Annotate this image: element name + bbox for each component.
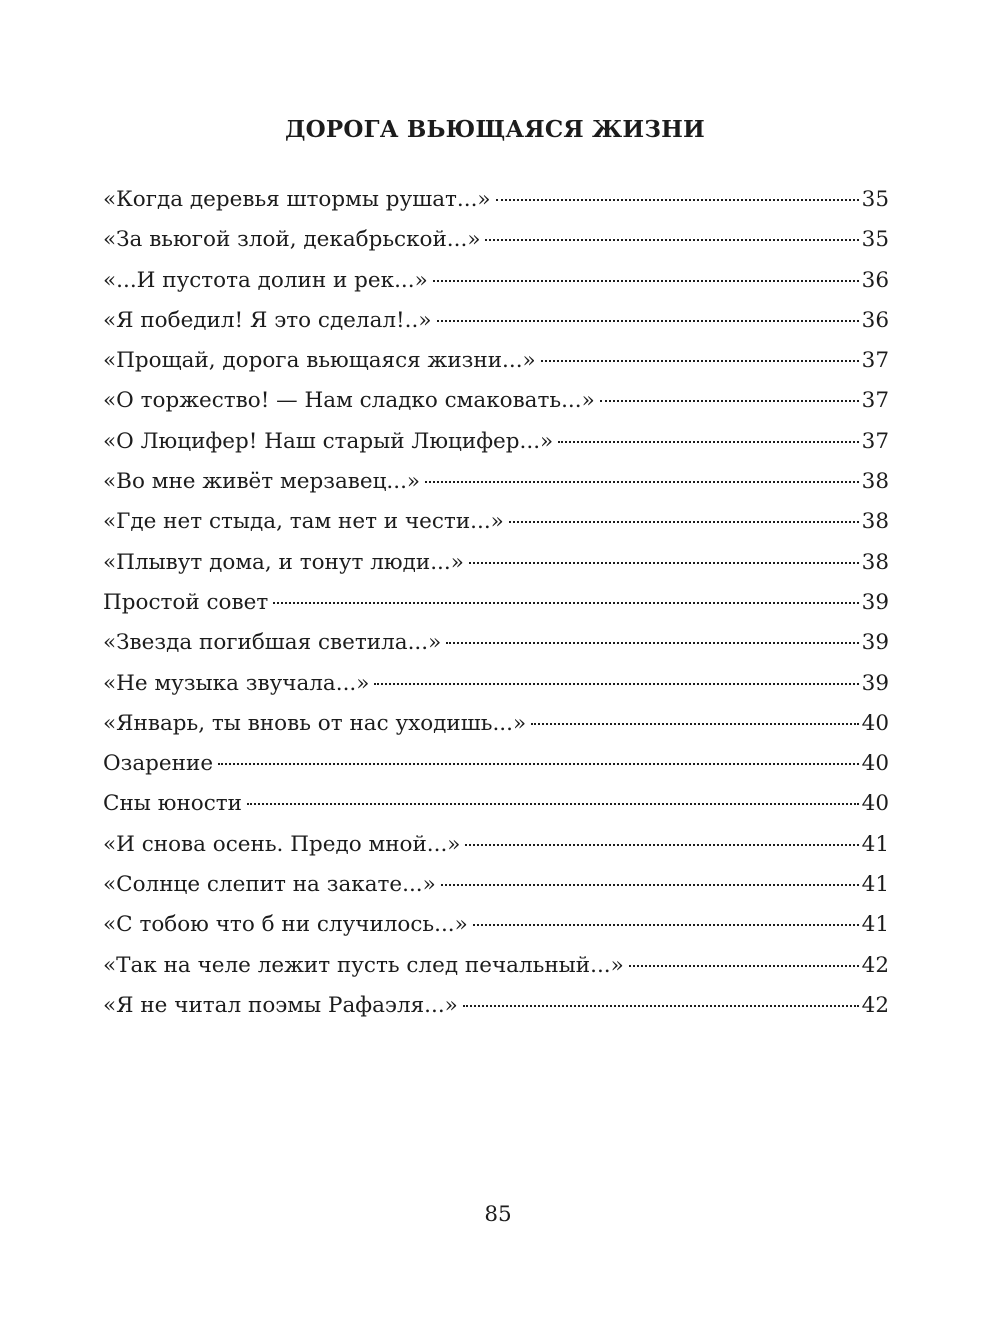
dot-leader	[600, 399, 859, 402]
dot-leader	[273, 601, 858, 604]
toc-entry	[103, 865, 889, 905]
toc-entry-title: «О торжество! — Нам сладко смаковать...»	[103, 388, 595, 414]
toc-entry-title: «О Люцифер! Наш старый Люцифер...»	[103, 428, 554, 454]
toc-entry-title: «Я победил! Я это сделал!..»	[103, 307, 432, 333]
toc-entry-title: «Прощай, дорога вьющаяся жизни...»	[103, 348, 536, 374]
dot-leader	[441, 883, 859, 886]
dot-leader	[433, 279, 859, 282]
toc-entry	[103, 341, 889, 381]
toc-entry-title: Простой совет	[103, 589, 269, 615]
toc-entry-page: 36	[861, 267, 889, 293]
dot-leader	[437, 319, 859, 322]
toc-entry-page: 40	[861, 710, 889, 736]
dot-leader	[496, 198, 859, 201]
toc-entry-page: 40	[861, 791, 889, 817]
dot-leader	[374, 682, 858, 685]
toc-entry-page: 38	[861, 469, 889, 495]
toc-entry-title: «Январь, ты вновь от нас уходишь...»	[103, 710, 527, 736]
toc-entry-page: 37	[861, 428, 889, 454]
toc-entry	[103, 704, 889, 744]
dot-leader	[558, 440, 858, 443]
toc-entry-title: «Не музыка звучала...»	[103, 670, 370, 696]
dot-leader	[473, 923, 859, 926]
toc-entry-page: 37	[861, 348, 889, 374]
toc-entry-title: Сны юности	[103, 791, 242, 817]
dot-leader	[509, 520, 859, 523]
dot-leader	[541, 359, 859, 362]
toc-entry-title: «Во мне живёт мерзавец...»	[103, 469, 421, 495]
toc-entry-page: 36	[861, 307, 889, 333]
toc-entry-page: 35	[861, 227, 889, 253]
dot-leader	[485, 238, 858, 241]
toc-entry-title: «Когда деревья штормы рушат...»	[103, 187, 491, 212]
toc-entry	[103, 180, 889, 220]
dot-leader	[425, 480, 859, 483]
toc-entry	[103, 583, 889, 623]
toc-entry-page: 39	[861, 630, 889, 656]
toc-entry-page: 41	[861, 872, 889, 898]
toc-entry	[103, 220, 889, 260]
dot-leader	[531, 722, 859, 725]
toc-entry-title: «Солнце слепит на закате...»	[103, 872, 436, 898]
toc-entry-page: 39	[861, 589, 889, 615]
toc-entry-page: 35	[861, 187, 889, 212]
toc-entry	[103, 946, 889, 986]
toc-entry	[103, 261, 889, 301]
toc-entry	[103, 905, 889, 945]
toc-entry-title: «Звезда погибшая светила...»	[103, 630, 442, 656]
toc-entry-title: «...И пустота долин и рек...»	[103, 267, 428, 293]
dot-leader	[465, 843, 858, 846]
toc-entry-page: 37	[861, 388, 889, 414]
toc-entry-title: «С тобою что б ни случилось...»	[103, 912, 468, 938]
toc-entry-page: 40	[861, 751, 889, 777]
dot-leader	[469, 561, 859, 564]
toc-entry	[103, 502, 889, 542]
toc-entry	[103, 825, 889, 865]
toc-entry-page: 41	[861, 912, 889, 938]
toc-entry	[103, 543, 889, 583]
toc-entry	[103, 986, 889, 1026]
toc-entry	[103, 784, 889, 824]
toc-entry	[103, 462, 889, 502]
toc-entry-title: «За вьюгой злой, декабрьской...»	[103, 227, 481, 253]
table-of-contents	[103, 180, 889, 1026]
toc-entry-title: «И снова осень. Предо мной...»	[103, 831, 461, 857]
dot-leader	[463, 1004, 859, 1007]
toc-entry-page: 42	[861, 992, 889, 1018]
toc-entry-title: «Плывут дома, и тонут люди...»	[103, 549, 464, 575]
toc-entry	[103, 381, 889, 421]
toc-entry-title: Озарение	[103, 751, 214, 777]
toc-entry-title: «Где нет стыда, там нет и чести...»	[103, 509, 504, 535]
dot-leader	[218, 762, 859, 765]
page-number: 85	[484, 1202, 512, 1227]
toc-entry	[103, 744, 889, 784]
section-title: ДОРОГА ВЬЮЩАЯСЯ ЖИЗНИ	[285, 116, 705, 143]
toc-entry-page: 41	[861, 831, 889, 857]
toc-entry	[103, 664, 889, 704]
toc-entry	[103, 623, 889, 663]
toc-entry-page: 38	[861, 509, 889, 535]
toc-entry-page: 38	[861, 549, 889, 575]
toc-entry-title: «Я не читал поэмы Рафаэля...»	[103, 992, 458, 1018]
toc-entry-page: 42	[861, 952, 889, 978]
toc-entry	[103, 301, 889, 341]
toc-entry	[103, 422, 889, 462]
toc-entry-title: «Так на челе лежит пусть след печальный...»	[103, 952, 624, 978]
toc-entry-page: 39	[861, 670, 889, 696]
dot-leader	[247, 802, 859, 805]
dot-leader	[629, 964, 859, 967]
dot-leader	[446, 641, 858, 644]
